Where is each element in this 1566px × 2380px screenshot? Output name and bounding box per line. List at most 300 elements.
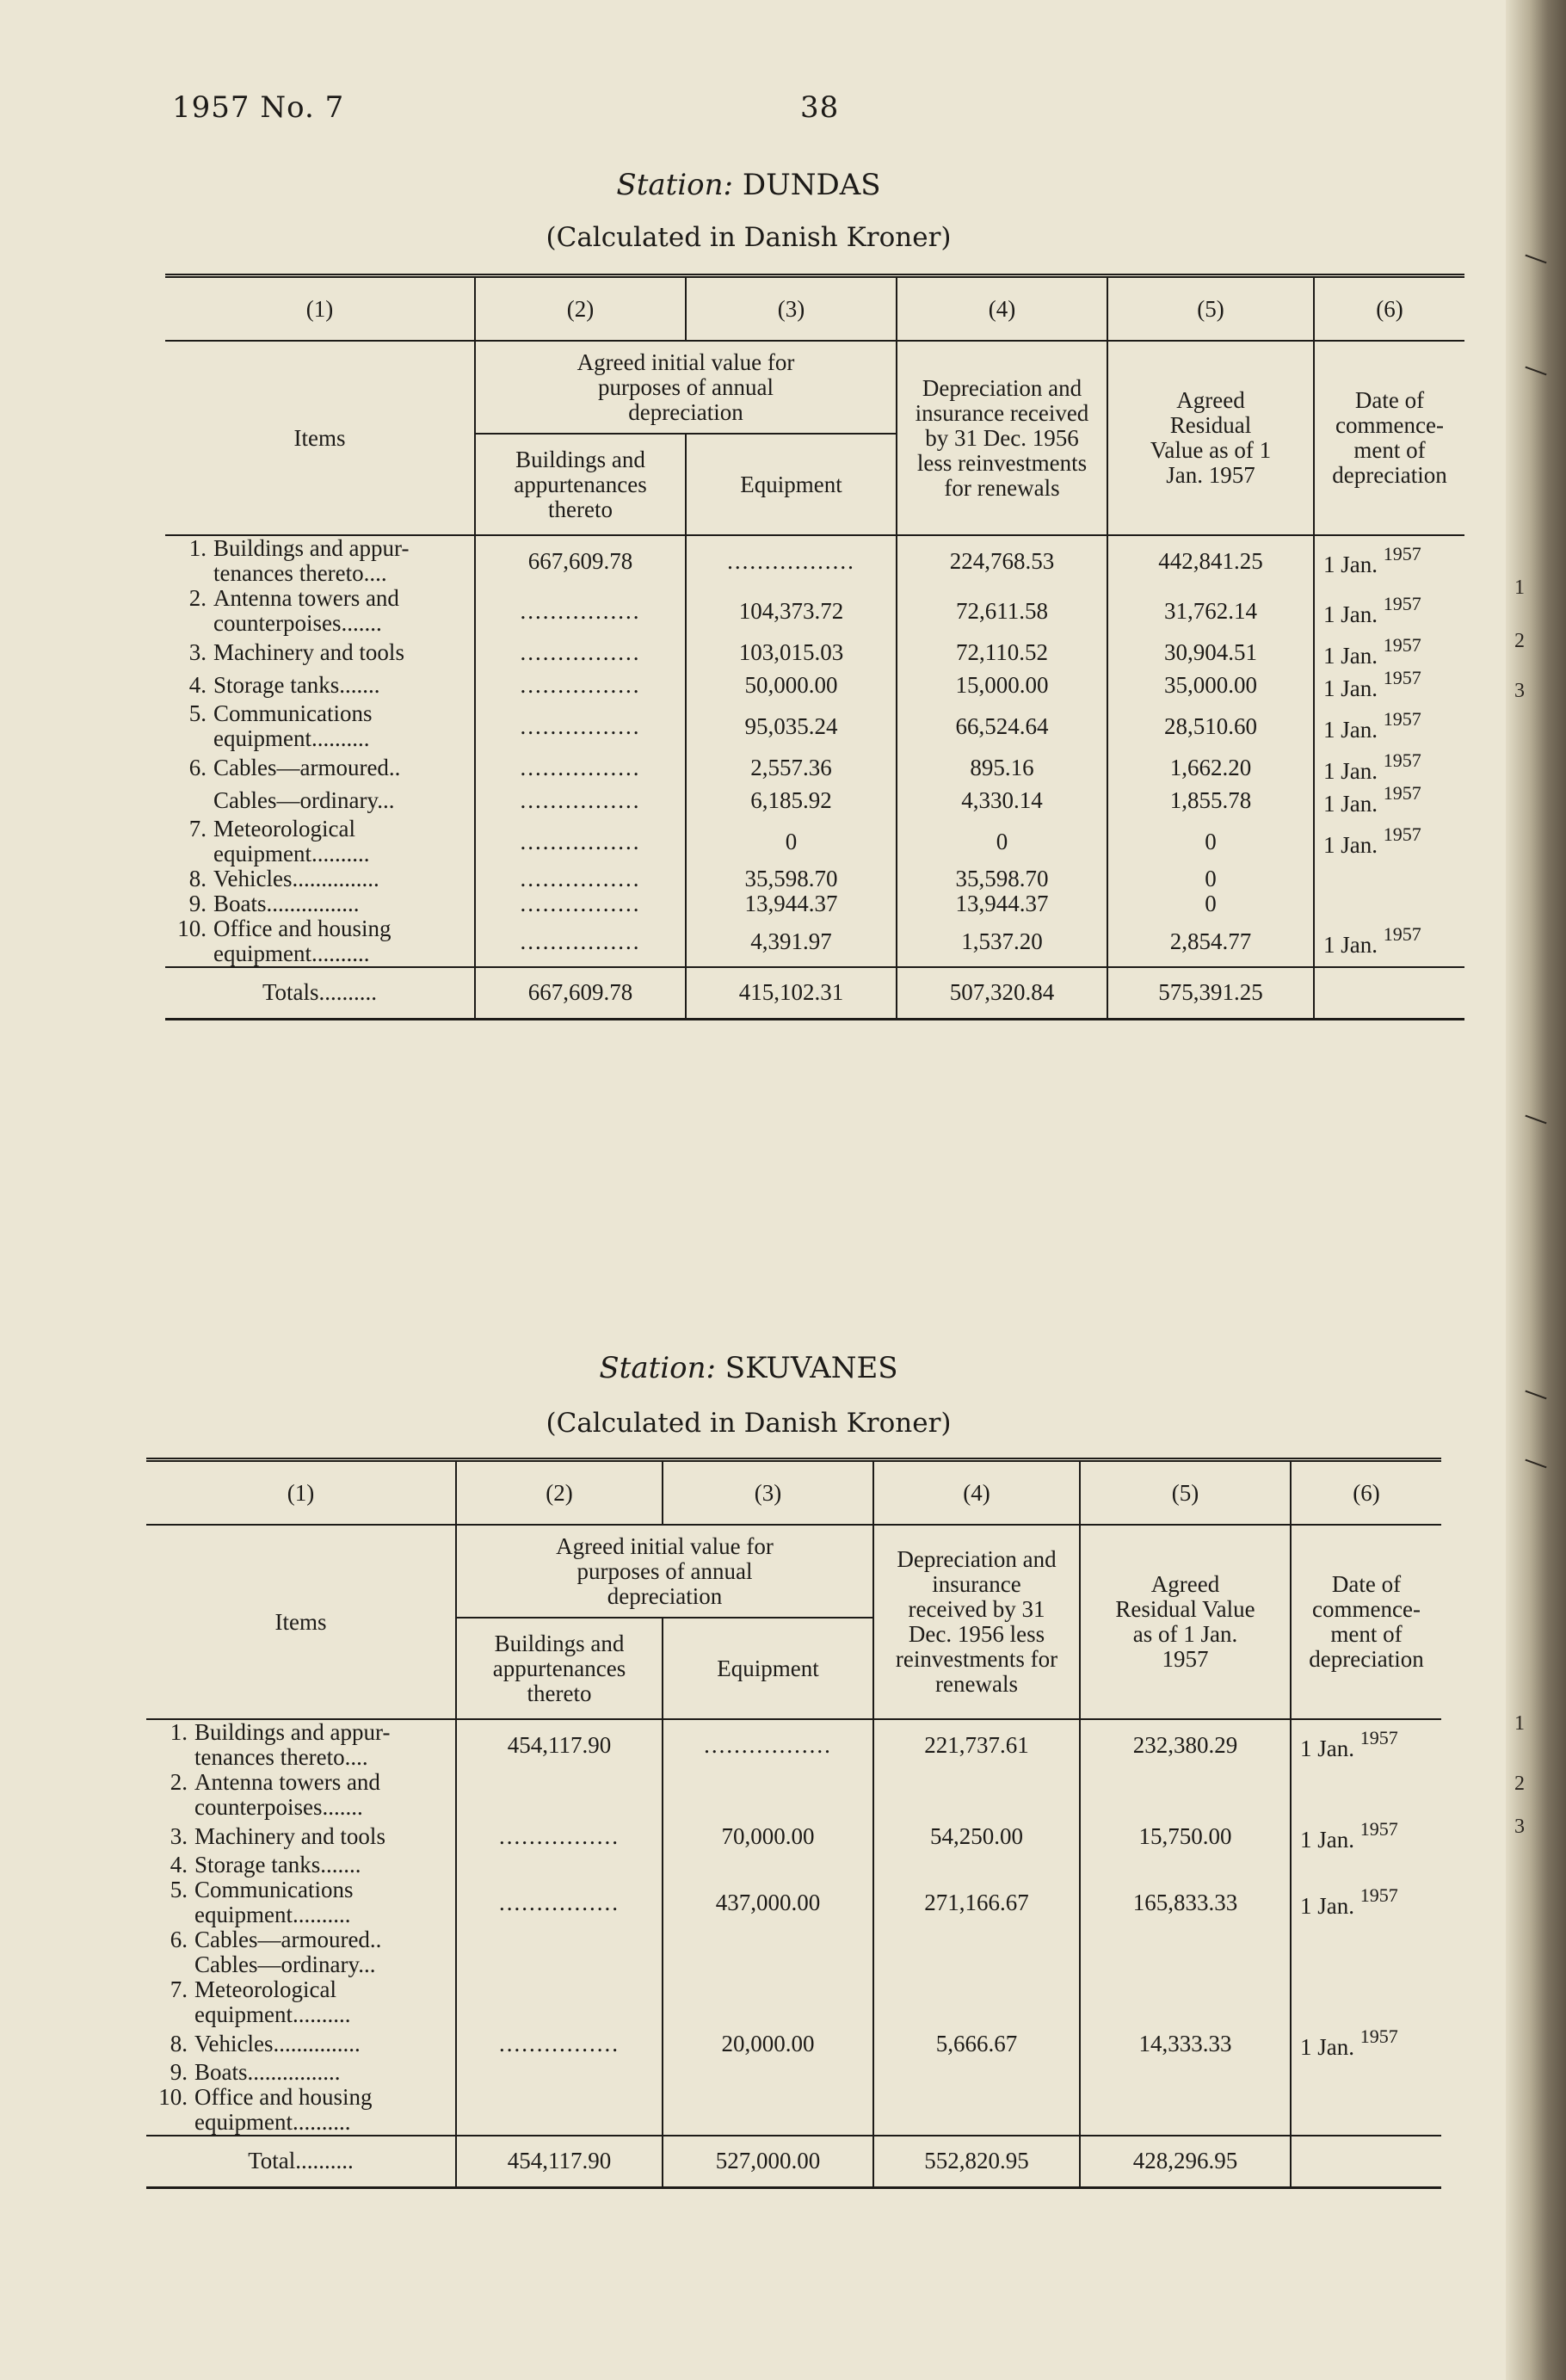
date-cell bbox=[1291, 1952, 1441, 1977]
date-year: 1957 bbox=[1383, 708, 1421, 730]
leader-dots: ................ bbox=[520, 828, 641, 854]
item-text-cont: equipment.......... bbox=[213, 841, 370, 866]
value-cell bbox=[456, 1977, 663, 2027]
date-value: 1 Jan. bbox=[1323, 932, 1378, 958]
value-cell bbox=[686, 817, 897, 866]
total-value: 507,320.84 bbox=[949, 979, 1055, 1006]
table-row bbox=[165, 784, 1464, 817]
equipment-value: 20,000.00 bbox=[721, 2030, 815, 2056]
value-cell bbox=[663, 1820, 873, 1853]
value-cell bbox=[873, 1977, 1080, 2027]
table-row bbox=[146, 2085, 1441, 2136]
item-label bbox=[165, 535, 475, 586]
value-cell bbox=[1080, 1770, 1291, 1820]
item-label bbox=[146, 1719, 456, 1770]
table-row bbox=[165, 866, 1464, 891]
value-cell bbox=[1107, 751, 1314, 784]
value-cell bbox=[663, 2060, 873, 2085]
residual-header: Agreed Residual Value as of 1 Jan. 1957 bbox=[1080, 1525, 1291, 1719]
edge-dash bbox=[1525, 255, 1546, 264]
item-text-cont: equipment.......... bbox=[213, 940, 370, 966]
equipment-value: 4,391.97 bbox=[750, 928, 832, 954]
edge-mark: 2 bbox=[1514, 1773, 1525, 1795]
currency-note: (Calculated in Danish Kroner) bbox=[546, 222, 952, 253]
table-row bbox=[146, 1977, 1441, 2027]
value-cell bbox=[663, 1853, 873, 1877]
value-cell bbox=[1107, 669, 1314, 701]
item-label bbox=[146, 1977, 456, 2027]
residual-value: 1,662.20 bbox=[1169, 754, 1252, 780]
col-5-header: (5) bbox=[1107, 276, 1314, 342]
table-row bbox=[146, 1770, 1441, 1820]
total-date-blank bbox=[1291, 2136, 1441, 2187]
total-cell bbox=[663, 2136, 873, 2187]
edge-dash bbox=[1525, 1115, 1546, 1125]
total-value: 667,609.78 bbox=[527, 979, 633, 1006]
date-year: 1957 bbox=[1359, 1818, 1398, 1840]
equipment-value: 35,598.70 bbox=[744, 866, 838, 891]
item-text: Storage tanks....... bbox=[213, 671, 380, 698]
equipment-value: 437,000.00 bbox=[715, 1889, 821, 1915]
item-number: 2. bbox=[170, 1769, 188, 1795]
item-number: 2. bbox=[188, 585, 207, 611]
residual-header: Agreed Residual Value as of 1 Jan. 1957 bbox=[1107, 341, 1314, 535]
depreciation-table-skuvanes bbox=[146, 1458, 1441, 2189]
date-year: 1957 bbox=[1383, 749, 1421, 771]
date-cell bbox=[1291, 1770, 1441, 1820]
value-cell bbox=[1080, 1877, 1291, 1927]
value-cell bbox=[873, 1820, 1080, 1853]
total-value: 428,296.95 bbox=[1132, 2148, 1238, 2174]
value-cell bbox=[873, 1853, 1080, 1877]
item-label bbox=[165, 866, 475, 891]
item-text: Buildings and appur- bbox=[213, 535, 410, 561]
value-cell bbox=[1107, 866, 1314, 891]
item-label bbox=[165, 751, 475, 784]
item-text: Vehicles............... bbox=[213, 866, 379, 891]
value-cell bbox=[475, 586, 686, 636]
table-row bbox=[165, 751, 1464, 784]
date-year: 1957 bbox=[1359, 2025, 1398, 2047]
leader-dots: ................ bbox=[520, 597, 641, 624]
total-cell bbox=[456, 2136, 663, 2187]
total-cell bbox=[475, 967, 686, 1019]
value-cell bbox=[663, 2027, 873, 2060]
depreciation-value: 54,250.00 bbox=[930, 1822, 1023, 1849]
agreed-initial-header: Agreed initial value for purposes of annual depreciation bbox=[475, 341, 897, 434]
equipment-value: 70,000.00 bbox=[721, 1822, 815, 1849]
items-header: Items bbox=[146, 1525, 456, 1719]
edge-dash bbox=[1525, 1390, 1546, 1400]
total-value: 552,820.95 bbox=[924, 2148, 1029, 2174]
depreciation-value: 66,524.64 bbox=[955, 712, 1049, 739]
value-cell bbox=[686, 669, 897, 701]
totals-label bbox=[165, 967, 475, 1019]
date-cell bbox=[1291, 1853, 1441, 1877]
item-text: Machinery and tools bbox=[213, 638, 404, 665]
value-cell bbox=[897, 535, 1107, 586]
depreciation-value: 224,768.53 bbox=[949, 547, 1055, 574]
value-cell bbox=[1107, 586, 1314, 636]
residual-value: 31,762.14 bbox=[1164, 597, 1257, 624]
buildings-value: 454,117.90 bbox=[507, 1731, 612, 1758]
table-row bbox=[146, 2060, 1441, 2085]
item-number: 3. bbox=[188, 638, 207, 665]
value-cell bbox=[456, 1927, 663, 1952]
date-year: 1957 bbox=[1383, 923, 1421, 945]
value-cell bbox=[1107, 891, 1314, 916]
date-cell bbox=[1291, 1977, 1441, 2027]
item-number: 1. bbox=[188, 535, 207, 561]
value-cell bbox=[456, 2027, 663, 2060]
equipment-value: 103,015.03 bbox=[738, 638, 844, 665]
col-3-header: (3) bbox=[663, 1460, 873, 1526]
value-cell bbox=[1080, 2027, 1291, 2060]
date-value: 1 Jan. bbox=[1323, 675, 1378, 701]
item-number: 10. bbox=[158, 2084, 188, 2110]
col-4-header: (4) bbox=[897, 276, 1107, 342]
leader-dots: ................ bbox=[520, 891, 641, 916]
item-number: 3. bbox=[170, 1822, 188, 1849]
date-cell bbox=[1291, 1877, 1441, 1927]
residual-value: 442,841.25 bbox=[1158, 547, 1263, 574]
item-number: 8. bbox=[188, 866, 207, 891]
residual-value: 35,000.00 bbox=[1164, 671, 1257, 698]
item-text: Boats................ bbox=[194, 2059, 341, 2085]
value-cell bbox=[897, 586, 1107, 636]
date-value: 1 Jan. bbox=[1300, 2034, 1354, 2060]
date-year: 1957 bbox=[1383, 593, 1421, 614]
total-cell bbox=[897, 967, 1107, 1019]
value-cell bbox=[873, 2085, 1080, 2136]
series-number: 1957 No. 7 bbox=[172, 90, 345, 125]
depreciation-value: 15,000.00 bbox=[955, 671, 1049, 698]
date-year: 1957 bbox=[1383, 667, 1421, 688]
total-date-blank bbox=[1314, 967, 1464, 1019]
total-value: 454,117.90 bbox=[507, 2148, 612, 2174]
date-value: 1 Jan. bbox=[1323, 791, 1378, 817]
residual-value: 0 bbox=[1205, 866, 1217, 891]
date-value: 1 Jan. bbox=[1323, 758, 1378, 784]
totals-row bbox=[146, 2136, 1441, 2187]
value-cell bbox=[1107, 636, 1314, 669]
item-number: 10. bbox=[177, 916, 207, 941]
leader-dots: ................ bbox=[499, 1889, 620, 1915]
date-year: 1957 bbox=[1383, 543, 1421, 564]
depreciation-value: 271,166.67 bbox=[924, 1889, 1029, 1915]
item-text: Communications bbox=[213, 700, 373, 726]
equipment-value: 104,373.72 bbox=[738, 597, 844, 624]
agreed-initial-header: Agreed initial value for purposes of annual depreciation bbox=[456, 1525, 873, 1618]
depreciation-value: 5,666.67 bbox=[935, 2030, 1018, 2056]
value-cell bbox=[475, 916, 686, 967]
item-label bbox=[165, 669, 475, 701]
depreciation-value: 221,737.61 bbox=[924, 1731, 1029, 1758]
totals-label-text: Total.......... bbox=[248, 2148, 354, 2174]
leader-dots: ................ bbox=[520, 638, 641, 665]
table-row bbox=[165, 636, 1464, 669]
page-number: 38 bbox=[800, 90, 840, 125]
value-cell bbox=[1080, 1820, 1291, 1853]
date-year: 1957 bbox=[1383, 634, 1421, 656]
col-4-header: (4) bbox=[873, 1460, 1080, 1526]
col-1-header: (1) bbox=[305, 295, 334, 322]
item-text: Cables—ordinary... bbox=[194, 1951, 376, 1977]
date-value: 1 Jan. bbox=[1323, 552, 1378, 577]
value-cell bbox=[475, 636, 686, 669]
value-cell bbox=[686, 784, 897, 817]
residual-value: 1,855.78 bbox=[1169, 786, 1252, 813]
date-cell bbox=[1291, 2085, 1441, 2136]
date-cell bbox=[1314, 891, 1464, 916]
value-cell bbox=[897, 701, 1107, 751]
value-cell bbox=[456, 1877, 663, 1927]
currency-note: (Calculated in Danish Kroner) bbox=[546, 1408, 952, 1439]
value-cell bbox=[1080, 1977, 1291, 2027]
leader-dots: ................ bbox=[520, 928, 641, 954]
item-text-cont: equipment.......... bbox=[194, 2109, 351, 2135]
depreciation-value: 35,598.70 bbox=[955, 866, 1049, 891]
value-cell bbox=[897, 636, 1107, 669]
value-cell bbox=[1107, 701, 1314, 751]
value-cell bbox=[1107, 916, 1314, 967]
total-value: 415,102.31 bbox=[738, 979, 844, 1006]
table-row bbox=[165, 916, 1464, 967]
leader-dots: ................. bbox=[704, 1731, 832, 1758]
date-year: 1957 bbox=[1359, 1884, 1398, 1906]
depreciation-value: 895.16 bbox=[970, 754, 1034, 780]
value-cell bbox=[686, 701, 897, 751]
col-1-header: (1) bbox=[287, 1479, 315, 1506]
table-row bbox=[165, 817, 1464, 866]
date-cell bbox=[1314, 784, 1464, 817]
value-cell bbox=[456, 2085, 663, 2136]
value-cell bbox=[475, 891, 686, 916]
value-cell bbox=[456, 1820, 663, 1853]
date-value: 1 Jan. bbox=[1300, 1893, 1354, 1919]
residual-value: 28,510.60 bbox=[1164, 712, 1257, 739]
item-number: 6. bbox=[188, 754, 207, 780]
depreciation-value: 0 bbox=[996, 828, 1008, 854]
item-label bbox=[165, 701, 475, 751]
value-cell bbox=[686, 636, 897, 669]
date-cell bbox=[1291, 1719, 1441, 1770]
edge-dash bbox=[1525, 1459, 1546, 1469]
table-row bbox=[146, 2027, 1441, 2060]
edge-mark: 1 bbox=[1514, 1712, 1525, 1735]
leader-dots: ................. bbox=[727, 547, 855, 574]
leader-dots: ................ bbox=[520, 866, 641, 891]
table-row bbox=[146, 1820, 1441, 1853]
item-text-cont: counterpoises....... bbox=[213, 610, 382, 636]
station-name: SKUVANES bbox=[724, 1351, 898, 1385]
table-row bbox=[165, 535, 1464, 586]
date-value: 1 Jan. bbox=[1300, 1736, 1354, 1761]
residual-value: 30,904.51 bbox=[1164, 638, 1257, 665]
value-cell bbox=[686, 751, 897, 784]
total-value: 527,000.00 bbox=[715, 2148, 821, 2174]
item-text: Meteorological bbox=[213, 816, 355, 842]
value-cell bbox=[475, 669, 686, 701]
residual-value: 2,854.77 bbox=[1169, 928, 1252, 954]
date-cell bbox=[1314, 636, 1464, 669]
value-cell bbox=[897, 866, 1107, 891]
item-label bbox=[165, 817, 475, 866]
adjacent-page-edge bbox=[1506, 0, 1566, 2380]
item-number: 1. bbox=[170, 1719, 188, 1745]
edge-mark: 3 bbox=[1514, 1816, 1525, 1838]
date-cell bbox=[1314, 751, 1464, 784]
col-6-header: (6) bbox=[1291, 1460, 1441, 1526]
total-cell bbox=[1080, 2136, 1291, 2187]
value-cell bbox=[897, 751, 1107, 784]
value-cell bbox=[873, 1877, 1080, 1927]
value-cell bbox=[663, 2085, 873, 2136]
value-cell bbox=[663, 1952, 873, 1977]
item-text-cont: equipment.......... bbox=[194, 2001, 351, 2027]
depreciation-header: Depreciation and insurance received by 31 Dec. 1956 less reinvestments for renewals bbox=[897, 341, 1107, 535]
value-cell bbox=[873, 1952, 1080, 1977]
item-text: Cables—armoured.. bbox=[194, 1927, 382, 1952]
depreciation-value: 1,537.20 bbox=[961, 928, 1043, 954]
equipment-value: 13,944.37 bbox=[744, 891, 838, 916]
station-title-skuvanes bbox=[0, 1351, 1497, 1385]
item-label bbox=[165, 891, 475, 916]
value-cell bbox=[475, 535, 686, 586]
item-label bbox=[165, 784, 475, 817]
depreciation-value: 72,611.58 bbox=[956, 597, 1048, 624]
value-cell bbox=[686, 891, 897, 916]
item-text: Meteorological bbox=[194, 1976, 336, 2002]
station-label: Station: bbox=[616, 168, 733, 202]
value-cell bbox=[873, 1770, 1080, 1820]
edge-mark: 2 bbox=[1514, 630, 1525, 652]
date-cell bbox=[1314, 669, 1464, 701]
depreciation-table-dundas bbox=[165, 274, 1464, 1020]
item-text: Boats................ bbox=[213, 891, 360, 916]
value-cell bbox=[1080, 1952, 1291, 1977]
date-value: 1 Jan. bbox=[1323, 643, 1378, 669]
item-number: 7. bbox=[170, 1976, 188, 2002]
table-row bbox=[165, 891, 1464, 916]
col-5-header: (5) bbox=[1080, 1460, 1291, 1526]
value-cell bbox=[1107, 817, 1314, 866]
residual-value: 232,380.29 bbox=[1132, 1731, 1238, 1758]
value-cell bbox=[663, 1977, 873, 2027]
item-label bbox=[146, 2060, 456, 2085]
item-number: 5. bbox=[170, 1877, 188, 1902]
col-2-header: (2) bbox=[456, 1460, 663, 1526]
item-text: Storage tanks....... bbox=[194, 1852, 361, 1877]
item-label bbox=[146, 1927, 456, 1952]
date-header: Date of commence- ment of depreciation bbox=[1314, 341, 1464, 535]
item-text: Communications bbox=[194, 1877, 354, 1902]
item-text: Cables—armoured.. bbox=[213, 754, 401, 780]
equipment-value: 95,035.24 bbox=[744, 712, 838, 739]
items-header: Items bbox=[165, 341, 475, 535]
equipment-header: Equipment bbox=[663, 1618, 873, 1719]
leader-dots: ................ bbox=[520, 754, 641, 780]
leader-dots: ................ bbox=[499, 2030, 620, 2056]
value-cell bbox=[456, 1853, 663, 1877]
date-cell bbox=[1314, 916, 1464, 967]
value-cell bbox=[456, 1719, 663, 1770]
value-cell bbox=[873, 2060, 1080, 2085]
item-label bbox=[165, 916, 475, 967]
col-6-header: (6) bbox=[1314, 276, 1464, 342]
item-text: Antenna towers and bbox=[213, 585, 399, 611]
value-cell bbox=[663, 1719, 873, 1770]
residual-value: 165,833.33 bbox=[1132, 1889, 1238, 1915]
item-number: 9. bbox=[170, 2059, 188, 2085]
leader-dots: ................ bbox=[520, 671, 641, 698]
item-text: Vehicles............... bbox=[194, 2030, 361, 2056]
value-cell bbox=[873, 2027, 1080, 2060]
total-value: 575,391.25 bbox=[1158, 979, 1263, 1006]
item-label bbox=[146, 1952, 456, 1977]
col-3-header: (3) bbox=[686, 276, 897, 342]
item-label bbox=[165, 636, 475, 669]
total-cell bbox=[1107, 967, 1314, 1019]
value-cell bbox=[897, 916, 1107, 967]
item-number: 8. bbox=[170, 2030, 188, 2056]
station-title-dundas bbox=[0, 168, 1497, 202]
date-value: 1 Jan. bbox=[1323, 601, 1378, 627]
equipment-value: 0 bbox=[785, 828, 798, 854]
date-year: 1957 bbox=[1383, 782, 1421, 804]
date-cell bbox=[1291, 1927, 1441, 1952]
value-cell bbox=[686, 586, 897, 636]
date-cell bbox=[1291, 2060, 1441, 2085]
residual-value: 0 bbox=[1205, 828, 1217, 854]
buildings-header: Buildings and appurtenances thereto bbox=[456, 1618, 663, 1719]
value-cell bbox=[897, 891, 1107, 916]
value-cell bbox=[686, 866, 897, 891]
date-cell bbox=[1314, 535, 1464, 586]
date-cell bbox=[1314, 586, 1464, 636]
value-cell bbox=[686, 916, 897, 967]
date-cell bbox=[1314, 817, 1464, 866]
date-header: Date of commence- ment of depreciation bbox=[1291, 1525, 1441, 1719]
residual-value: 0 bbox=[1205, 891, 1217, 916]
item-text-cont: equipment.......... bbox=[194, 1902, 351, 1927]
item-number: 4. bbox=[188, 671, 207, 698]
item-label bbox=[146, 1820, 456, 1853]
item-number: 7. bbox=[188, 816, 207, 842]
edge-dash bbox=[1525, 367, 1546, 376]
residual-value: 14,333.33 bbox=[1138, 2030, 1232, 2056]
date-cell bbox=[1314, 866, 1464, 891]
value-cell bbox=[873, 1719, 1080, 1770]
item-text: Machinery and tools bbox=[194, 1822, 385, 1849]
date-cell bbox=[1291, 1820, 1441, 1853]
leader-dots: ................ bbox=[520, 712, 641, 739]
date-value: 1 Jan. bbox=[1323, 832, 1378, 858]
value-cell bbox=[475, 817, 686, 866]
totals-row bbox=[165, 967, 1464, 1019]
date-year: 1957 bbox=[1383, 823, 1421, 845]
item-label bbox=[146, 1853, 456, 1877]
item-label bbox=[146, 2027, 456, 2060]
item-text: Antenna towers and bbox=[194, 1769, 380, 1795]
date-year: 1957 bbox=[1359, 1727, 1398, 1748]
item-text-cont: counterpoises....... bbox=[194, 1794, 363, 1820]
value-cell bbox=[897, 784, 1107, 817]
item-number: 4. bbox=[170, 1852, 188, 1877]
station-name: DUNDAS bbox=[742, 168, 881, 202]
depreciation-value: 13,944.37 bbox=[955, 891, 1049, 916]
table-row bbox=[146, 1853, 1441, 1877]
